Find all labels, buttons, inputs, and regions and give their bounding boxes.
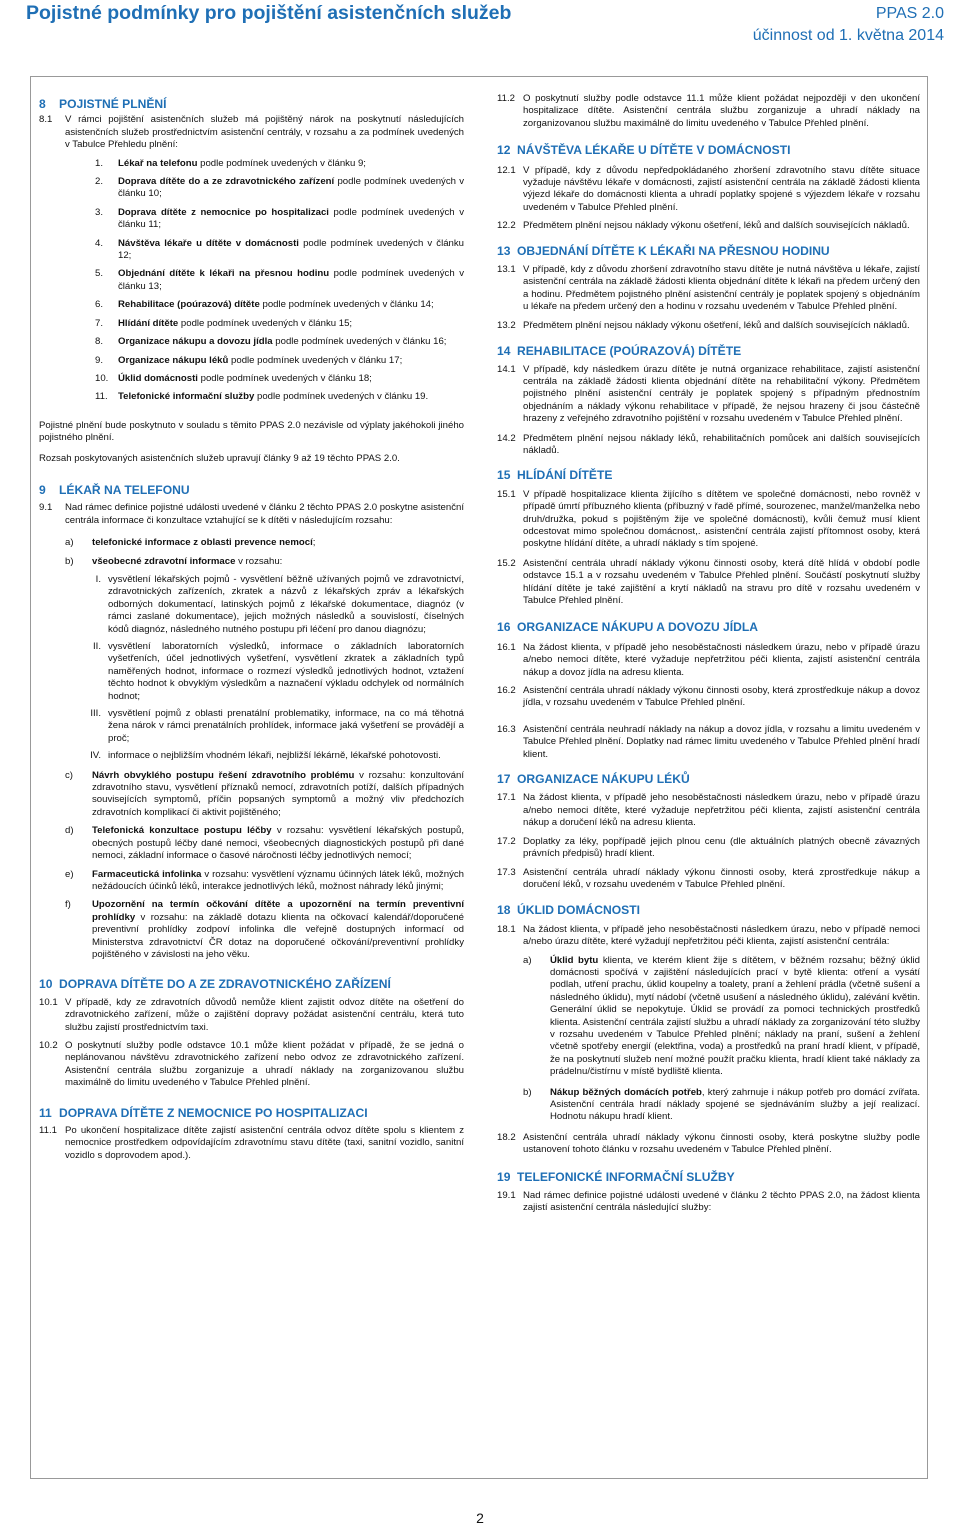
effective-date: účinnost od 1. května 2014: [752, 27, 944, 44]
right-column: [497, 93, 920, 1215]
roman-numeral: III.: [90, 708, 101, 720]
para-13-2: 13.2 Předmětem plnění nejsou náklady výkonu ošetření, léků and dalších souvisejících nákladů.: [497, 319, 910, 331]
section-16-heading: 16 ORGANIZACE NÁKUPU A DOVOZU JÍDLA: [497, 620, 758, 635]
service-name: Návštěva lékaře u dítěte v domácnosti: [118, 237, 299, 249]
item-9-d: d) Telefonická konzultace postupu léčby v rozsahu: vysvětlení lékařských postupů, obecných postupů léčby dané nemoci, všeobecných diagnostických postupů při dané nemoci, základní informace o časové náročnosti léčby jednotlivých nemocí;: [65, 825, 465, 862]
service-reference: podle podmínek uvedených v článku 10;: [118, 176, 465, 200]
service-reference: podle podmínek uvedených v článku 14;: [259, 299, 434, 311]
para-10-1: 10.1 V případě, kdy ze zdravotních důvodů nemůže klient zajistit odvoz dítěte na ošetření do zdravotnického zařízení, může o zajištění dopravy požádat asistenční centrálu, která tuto službu zajistí prostřednictvím taxi.: [39, 996, 464, 1033]
roman-text: informace o nejbližším vhodném lékaři, nejbližší lékárně, lékařské pohotovosti.: [108, 750, 441, 762]
para-8-1: 8.1 V rámci pojištění asistenčních služeb má pojištěný nárok na poskytnutí následujících asistenčních služeb prostřednictvím asistenční centrály, v rozsahu a za podmínek uvedených v Tabulce Přehledu plnění:: [39, 114, 464, 151]
service-number: 11.: [95, 391, 108, 403]
section-18-heading: 18 ÚKLID DOMÁCNOSTI: [497, 903, 640, 918]
para-16-1: 16.1 Na žádost klienta, v případě jeho nesoběstačnosti následkem úrazu, nebo v případě úrazu a/nebo nemoci dítěte, které vyžaduje nepřetržitou péči klienta, zajistí asistenční centrála nákup a dovoz jídla na adresu klienta.: [497, 641, 920, 678]
service-name: Organizace nákupu léků: [118, 354, 229, 366]
service-name: Doprava dítěte z nemocnice po hospitalizaci: [118, 206, 329, 218]
para-11-2: 11.2 O poskytnutí služby podle odstavce 11.1 může klient požádat nejpozději v den ukončení hospitalizace dítěte. Asistenční centrála službu zorganizuje a uhradí náklady na zorganizovanou službu maximálně do limitu uvedeného v Tabulce Přehled plnění.: [497, 93, 920, 129]
roman-text: vysvětlení pojmů z oblasti prenatální problematiky, informace, na co má těhotná žena nárok v rámci prenatálních prohlídek, informace jaká vyšetření se provádějí a proč;: [108, 708, 464, 744]
para-16-3: 16.3 Asistenční centrála neuhradí náklady na nákup a dovoz jídla, v rozsahu a limitu uvedeném v Tabulce Přehled plnění. Doplatky nad rámec limitu uvedeného v Tabulce Přehled plnění hradí klient.: [497, 723, 920, 760]
section-12-heading: 12 NÁVŠTĚVA LÉKAŘE U DÍTĚTE V DOMÁCNOSTI: [497, 143, 791, 158]
service-number: 7.: [95, 317, 104, 329]
roman-item: [83, 708, 464, 745]
item-9-f: f) Upozornění na termín očkování dítěte a upozornění na termín preventivní prohlídky v rozsahu: na základě dotazu klienta na očkovací kalendář/doporučené preventivní prohlídky zodpoví infolinka dle veřejně dostupných informací od Ministerstva zdravotnictví ČR dotaz na doporučené očkování/preventivní prohlídky pojištěného v závislosti na jeho věku.: [65, 899, 464, 960]
item-18-a: a) Úklid bytu klienta, ve kterém klient žije s dítětem, v běžném rozsahu; běžný úklid domácnosti spočívá v zajištění následujících prací v bytě klienta: otření a vysátí podlah, utření prachu, úklid koupelny a toalety, praní a žehlení prádla (včetně sušení a následného úklidu), mytí nádobí (včetně usušení a následného úklidu), zalévání květin. Generální úklid se nepokytuje. Úklid se provádí za pomoci technických prostředků klienta. Asistenční centrála zajistí službu a uhradí náklady za zorganizování této služby v rozsahu uvedeném v Tabulce Přehled plnění; náklady na praní, sušení a žehlení včetně spotřeby energií (elektřina, voda) a prostředků na praní hradí klient, v případě, že na poskytnutí služeb není možné použít pračku klienta, hradí klient také náklady za prádelnu/čistírnu v místě bydliště klienta.: [523, 954, 921, 1078]
para-plneni-note: Pojistné plnění bude poskytnuto v souladu s těmito PPAS 2.0 nezávisle od výplaty jakéhokoli jiného pojistného plnění.: [39, 419, 464, 444]
item-18-b: b) Nákup běžných domácích potřeb, který zahrnuje i nákup potřeb pro domácí zvířata. Asistenční centrála hradí náklady spojené se sjednáváním služby a její realizací. Hodnotu nákupu hradí klient.: [523, 1086, 920, 1123]
service-name: Doprava dítěte do a ze zdravotnického zařízení: [118, 176, 335, 188]
service-reference: podle podmínek uvedených v článku 19.: [254, 391, 429, 403]
para-9-1: 9.1 Nad rámec definice pojistné události uvedené v článku 2 těchto PPAS 2.0 poskytne asistenční centrála informace či konzultace vztahující se k dítěti v následujícím rozsahu:: [39, 502, 464, 526]
para-15-2: 15.2 Asistenční centrála uhradí náklady výkonu činnosti osoby, která dítě hlídá v období podle odstavce 15.1 a v rozsahu uvedeném v Tabulce Přehled plnění. Součástí poskytnutí služby hlídání dítěte je také zajištění a krytí nákladů na stravu pro dítě v rozsahu uvedeném v Tabulce Přehled plnění.: [497, 557, 920, 606]
section-13-heading: 13 OBJEDNÁNÍ DÍTĚTE K LÉKAŘI NA PŘESNOU HODINU: [497, 243, 830, 258]
service-item: [95, 238, 464, 263]
para-13-1: 13.1 V případě, kdy z důvodu zhoršení zdravotního stavu dítěte je nutná návštěva u lékaře, zajistí asistenční centrála na základě žádosti klienta objednání dítěte k lékaři na předem určený den a hodinu. Předmětem pojistného plnění asistenční centrály je poplatek spojený s objednáním u lékaře na předem určený den a hodinu v rozsahu uvedeném v Tabulce Přehled plnění.: [497, 264, 920, 313]
service-number: 5.: [95, 268, 104, 280]
para-14-1: 14.1 V případě, kdy následkem úrazu dítěte je nutná organizace rehabilitace, zajistí asistenční centrála na základě žádosti klienta objednání dítěte na rehabilitační výkony. Předmětem pojistného plnění asistenční centrály je poplatek spojený s případným přednostním objednáním a náklady výkonu rehabilitace v případě, že nejsou hrazeny či jsou částečně hrazeny z veřejného zdravotního pojištění v rozsahu uvedeném v Tabulce Přehled plnění.: [497, 363, 920, 425]
service-item: [95, 158, 464, 170]
service-number: 4.: [95, 237, 104, 249]
service-reference: podle podmínek uvedených v článku 17;: [228, 354, 403, 366]
service-number: 9.: [95, 354, 104, 366]
service-item: [95, 318, 464, 330]
roman-list: [39, 574, 464, 763]
para-19-1: 19.1 Nad rámec definice pojistné události uvedené v článku 2 těchto PPAS 2.0, na žádost klienta zajistí asistenční centrála následující služby:: [497, 1190, 920, 1214]
para-16-2: 16.2 Asistenční centrála uhradí náklady výkonu činnosti osoby, která zprostředkuje nákup a dovoz jídla, v rozsahu uvedeném v Tabulce Přehled plnění.: [497, 685, 920, 709]
para-17-3: 17.3 Asistenční centrála uhradí náklady výkonu činnosti osoby, která zprostředkuje nákup a doručení léků, v rozsahu uvedeném v Tabulce Přehled plnění.: [497, 866, 920, 890]
service-number: 1.: [95, 157, 104, 169]
service-name: Telefonické informační služby: [118, 391, 255, 403]
service-item: [95, 391, 464, 403]
service-name: Lékař na telefonu: [118, 157, 198, 169]
para-18-2: 18.2 Asistenční centrála uhradí náklady výkonu činnosti osoby, která poskytne služby podle ustanovení tohoto článku v rozsahu uvedeném v Tabulce Přehled plnění.: [497, 1131, 920, 1156]
roman-text: vysvětlení laboratorních výsledků, informace o základních laboratorních vyšetřeních, účel jednotlivých vyšetření, vysvětlení zkratek a základních typů naměřených hodnot, informace o rozmezí výsledků jednotlivých hodnot, vztažení těchto hodnot k obvyklým výsledkům a naznačení výkladu odchylek od normálních hodnot;: [108, 641, 464, 702]
para-15-1: 15.1 V případě hospitalizace klienta žijícího s dítětem ve společné domácnosti, nebo rovněž v případě úmrtí příbuzného klienta (příbuzný v řadě přímé, sourozenec, manžel/manželka nebo druh/družka, pokud s pojištěným žije ve společné domácnosti), kvůli čemuž musí klient odcestovat mimo společnou domácnost,. asistenční centrála zajistí přítomnost osoby, která poskytne hlídání dítěte, a uhradí náklady s tím spojené.: [497, 488, 920, 550]
service-number: 2.: [95, 176, 104, 188]
para-18-1: 18.1 Na žádost klienta, v případě jeho nesoběstačnosti následkem úrazu, nebo v případě nemoci a/nebo úrazu dítěte, které vyžadují nepřetržitou péči klienta, zajistí asistenční centrála:: [497, 923, 920, 948]
roman-item: [83, 574, 464, 636]
service-reference: podle podmínek uvedených v článku 11;: [118, 206, 464, 231]
roman-numeral: II.: [93, 641, 101, 652]
section-11-heading: 11 DOPRAVA DÍTĚTE Z NEMOCNICE PO HOSPITALIZACI: [39, 1105, 368, 1120]
service-reference: podle podmínek uvedených v článku 18;: [197, 372, 372, 384]
service-name: Objednání dítěte k lékaři na přesnou hodinu: [118, 268, 330, 280]
section-15-heading: 15 HLÍDÁNÍ DÍTĚTE: [497, 468, 613, 483]
para-rozsah-note: Rozsah poskytovaných asistenčních služeb upravují články 9 až 19 těchto PPAS 2.0.: [39, 452, 400, 464]
section-9-heading: 9 LÉKAŘ NA TELEFONU: [39, 482, 190, 497]
service-item: [95, 373, 464, 385]
service-item: [95, 299, 464, 311]
service-reference: podle podmínek uvedených v článku 12;: [118, 237, 464, 262]
left-column: [39, 93, 464, 1162]
para-17-1: 17.1 Na žádost klienta, v případě jeho nesoběstačnosti následkem úrazu, nebo v případě úrazu a/nebo nemoci dítěte, které vyžaduje nepřetržitou péči klienta, zajistí asistenční centrála nákup a doručení léků na adresu klienta.: [497, 792, 920, 829]
roman-numeral: IV.: [90, 750, 101, 762]
service-number: 8.: [95, 336, 104, 348]
service-number: 6.: [95, 299, 104, 311]
roman-item: [83, 641, 464, 703]
section-14-heading: 14 REHABILITACE (POÚRAZOVÁ) DÍTĚTE: [497, 344, 742, 359]
service-number: 3.: [95, 206, 104, 218]
service-item: [95, 207, 464, 232]
service-name: Rehabilitace (poúrazová) dítěte: [118, 299, 260, 311]
roman-numeral: I.: [95, 573, 101, 585]
service-reference: podle podmínek uvedených v článku 16;: [272, 336, 447, 348]
service-name: Hlídání dítěte: [118, 317, 179, 329]
para-12-2: 12.2 Předmětem plnění nejsou náklady výkonu ošetření, léků and dalších souvisejících nákladů.: [497, 220, 910, 232]
page-number: 2: [476, 1510, 484, 1526]
service-list: [39, 158, 464, 404]
item-9-b: b) všeobecné zdravotní informace v rozsahu:: [65, 555, 283, 567]
document-title: Pojistné podmínky pro pojištění asistenčních služeb: [26, 2, 512, 24]
service-name: Organizace nákupu a dovozu jídla: [118, 336, 273, 348]
item-9-c: c) Návrh obvyklého postupu řešení zdravotního problému v rozsahu: konzultování zdravotního stavu, vysvětlení příznaků nemocí, zdravotních potíží, dalších případných souvisejících symptomů, příčin popsaných symptomů a možný vliv předchozích zdravotních komplikací či aktivit pojištěného;: [65, 769, 464, 818]
service-item: [95, 336, 464, 348]
service-number: 10.: [95, 372, 109, 384]
para-10-2: 10.2 O poskytnutí služby podle odstavce 10.1 může klient požádat v případě, že se jedná o neplánovanou návštěvu zdravotnického zařízení nebo odvoz ze zdravotnického zařízení. Asistenční centrála službu zorganizuje a uhradí náklady na zorganizovanou službu maximálně do limitu uvedeného v Tabulce Přehled plnění.: [39, 1039, 464, 1089]
service-name: Úklid domácnosti: [118, 372, 198, 384]
service-reference: podle podmínek uvedených v článku 9;: [197, 157, 366, 169]
section-19-heading: 19 TELEFONICKÉ INFORMAČNÍ SLUŽBY: [497, 1169, 735, 1184]
item-9-a: a) telefonické informace z oblasti prevence nemocí;: [65, 537, 316, 549]
roman-text: vysvětlení lékařských pojmů - vysvětlení běžně užívaných pojmů ve zdravotnictví, zdravotnických zařízeních, zkratek a názvů z lékařských zpráv a lékařských odborných dokumentací, latinských pojmů z lékařské dokumentace, diagnóz (v rámci zaslané dokumentace), jejich možných následků a souvislostí, číselných kódů diagnóz, následného nutného postupu při léčení pro danou diagnózu;: [108, 573, 464, 635]
document-code: PPAS 2.0: [875, 5, 944, 22]
section-8-heading: 8 POJISTNÉ PLNĚNÍ: [39, 97, 167, 111]
item-9-e: e) Farmaceutická infolinka v rozsahu: vysvětlení významu účinných látek léků, možných nežádoucích účinků léků, interakce jednotlivých léků, možnost náhrady léků jinými;: [65, 868, 464, 892]
para-17-2: 17.2 Doplatky za léky, popřípadě jejich plnou cenu (dle aktuálních platných obecně závazných právních předpisů) hradí klient.: [497, 835, 920, 860]
section-17-heading: 17 ORGANIZACE NÁKUPU LÉKŮ: [497, 772, 690, 787]
para-14-2: 14.2 Předmětem plnění nejsou náklady léků, rehabilitačních pomůcek ani dalších souvisejících nákladů.: [497, 432, 920, 456]
service-reference: podle podmínek uvedených v článku 13;: [118, 268, 464, 292]
para-11-1: 11.1 Po ukončení hospitalizace dítěte zajistí asistenční centrála odvoz dítěte spolu s klientem z nemocnice prostředkem odpovídajícím zdravotnímu stavu dítěte (taxi, sanitní vozidlo, sanitní vozidlo s doprovodem apod.).: [39, 1125, 464, 1161]
service-item: [95, 268, 464, 293]
service-reference: podle podmínek uvedených v článku 15;: [178, 317, 353, 329]
section-10-heading: 10 DOPRAVA DÍTĚTE DO A ZE ZDRAVOTNICKÉHO ZAŘÍZENÍ: [39, 977, 391, 992]
service-item: [95, 176, 464, 201]
roman-item: [83, 750, 464, 762]
para-12-1: 12.1 V případě, kdy z důvodu nepředpokládaného zhoršení zdravotního stavu dítěte situace vyžaduje návštěvu lékaře v domácnosti, zajistí asistenční centrála na základě žádosti klienta výjezd lékaře do domácnosti klienta a uhradí poplatky spojené s výjezdem lékaře v rozsahu uvedeném v Tabulce Přehled plnění.: [497, 164, 920, 213]
service-item: [95, 355, 464, 367]
